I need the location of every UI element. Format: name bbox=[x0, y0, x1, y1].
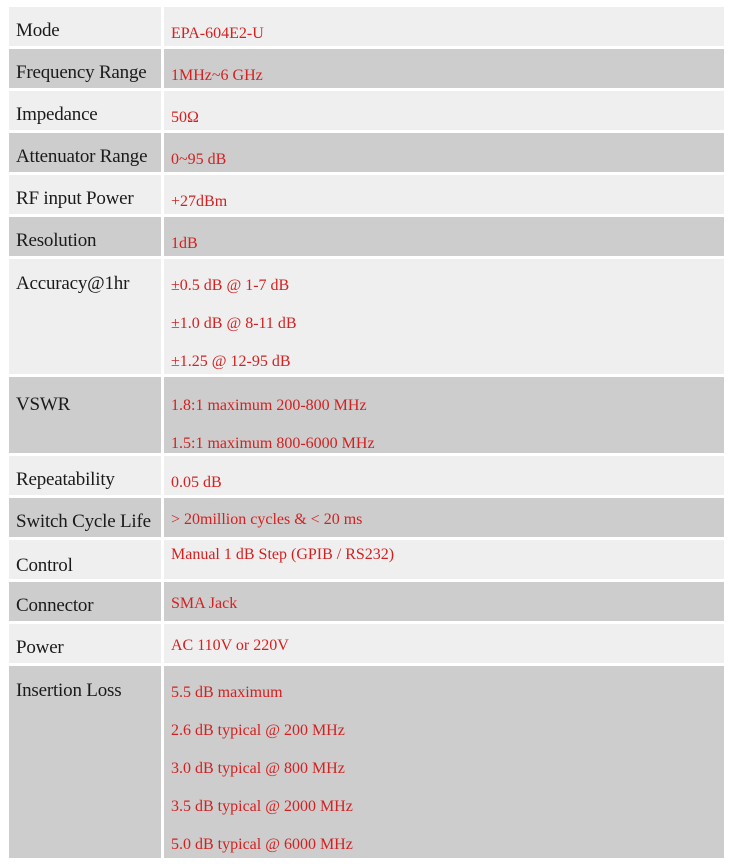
spec-label-text: Control bbox=[16, 555, 73, 576]
spec-label bbox=[9, 175, 161, 214]
spec-value-line: 2.6 dB typical @ 200 MHz bbox=[171, 722, 345, 739]
spec-label-text: VSWR bbox=[16, 394, 71, 415]
spec-value-line: 3.5 dB typical @ 2000 MHz bbox=[171, 798, 353, 815]
spec-label bbox=[9, 624, 161, 663]
spec-value-line: 1.5:1 maximum 800-6000 MHz bbox=[171, 435, 375, 452]
spec-value-line: 0~95 dB bbox=[171, 151, 227, 168]
spec-value-line: ±1.25 @ 12-95 dB bbox=[171, 353, 291, 370]
spec-label bbox=[9, 49, 161, 88]
spec-row-accuracy bbox=[9, 259, 724, 374]
spec-value bbox=[164, 624, 724, 663]
spec-label-text: Power bbox=[16, 637, 64, 658]
spec-value bbox=[164, 456, 724, 495]
spec-value-line: SMA Jack bbox=[171, 595, 238, 612]
spec-value bbox=[164, 498, 724, 537]
spec-label bbox=[9, 217, 161, 256]
spec-label bbox=[9, 7, 161, 46]
spec-value bbox=[164, 175, 724, 214]
spec-row-connector bbox=[9, 582, 724, 621]
spec-value bbox=[164, 540, 724, 579]
spec-label bbox=[9, 456, 161, 495]
spec-value-line: ±1.0 dB @ 8-11 dB bbox=[171, 315, 297, 332]
spec-label-text: Impedance bbox=[16, 104, 98, 125]
spec-label-text: Switch Cycle Life bbox=[16, 511, 151, 532]
spec-label bbox=[9, 377, 161, 453]
spec-row-insertion-loss bbox=[9, 666, 724, 858]
spec-value-line: 5.0 dB typical @ 6000 MHz bbox=[171, 836, 353, 853]
spec-value bbox=[164, 91, 724, 130]
spec-row-mode bbox=[9, 7, 724, 46]
spec-label bbox=[9, 666, 161, 858]
spec-value bbox=[164, 217, 724, 256]
spec-row-power bbox=[9, 624, 724, 663]
spec-label bbox=[9, 259, 161, 374]
spec-value-line: 50Ω bbox=[171, 109, 199, 126]
spec-row-rf-input-power bbox=[9, 175, 724, 214]
spec-value-line: 3.0 dB typical @ 800 MHz bbox=[171, 760, 345, 777]
spec-label bbox=[9, 498, 161, 537]
spec-label bbox=[9, 91, 161, 130]
spec-table bbox=[6, 4, 727, 861]
spec-value-line: > 20million cycles & < 20 ms bbox=[171, 511, 363, 528]
spec-label-text: RF input Power bbox=[16, 188, 134, 209]
spec-row-vswr bbox=[9, 377, 724, 453]
spec-value-line: ±0.5 dB @ 1-7 dB bbox=[171, 277, 290, 294]
spec-label bbox=[9, 133, 161, 172]
spec-label bbox=[9, 582, 161, 621]
spec-value-line: EPA-604E2-U bbox=[171, 25, 264, 42]
spec-value bbox=[164, 259, 724, 374]
spec-value-line: 5.5 dB maximum bbox=[171, 684, 283, 701]
spec-label-text: Mode bbox=[16, 20, 60, 41]
spec-label-text: Insertion Loss bbox=[16, 680, 122, 701]
spec-label-text: Accuracy@1hr bbox=[16, 273, 130, 294]
spec-value-line: 0.05 dB bbox=[171, 474, 222, 491]
spec-row-repeatability bbox=[9, 456, 724, 495]
spec-value bbox=[164, 377, 724, 453]
spec-value-line: Manual 1 dB Step (GPIB / RS232) bbox=[171, 546, 395, 563]
spec-value bbox=[164, 666, 724, 858]
spec-value bbox=[164, 133, 724, 172]
spec-value-line: +27dBm bbox=[171, 193, 228, 210]
spec-row-switch-cycle-life bbox=[9, 498, 724, 537]
spec-value-line: 1MHz~6 GHz bbox=[171, 67, 263, 84]
spec-row-impedance bbox=[9, 91, 724, 130]
spec-value-line: 1.8:1 maximum 200-800 MHz bbox=[171, 397, 367, 414]
spec-row-control bbox=[9, 540, 724, 579]
spec-row-frequency-range bbox=[9, 49, 724, 88]
spec-label-text: Frequency Range bbox=[16, 62, 147, 83]
spec-label-text: Repeatability bbox=[16, 469, 115, 490]
spec-value bbox=[164, 582, 724, 621]
spec-value bbox=[164, 7, 724, 46]
spec-label-text: Resolution bbox=[16, 230, 97, 251]
spec-row-attenuator-range bbox=[9, 133, 724, 172]
spec-label bbox=[9, 540, 161, 579]
spec-value-line: AC 110V or 220V bbox=[171, 637, 289, 654]
spec-label-text: Connector bbox=[16, 595, 94, 616]
spec-value-line: 1dB bbox=[171, 235, 198, 252]
spec-value bbox=[164, 49, 724, 88]
spec-label-text: Attenuator Range bbox=[16, 146, 148, 167]
spec-row-resolution bbox=[9, 217, 724, 256]
